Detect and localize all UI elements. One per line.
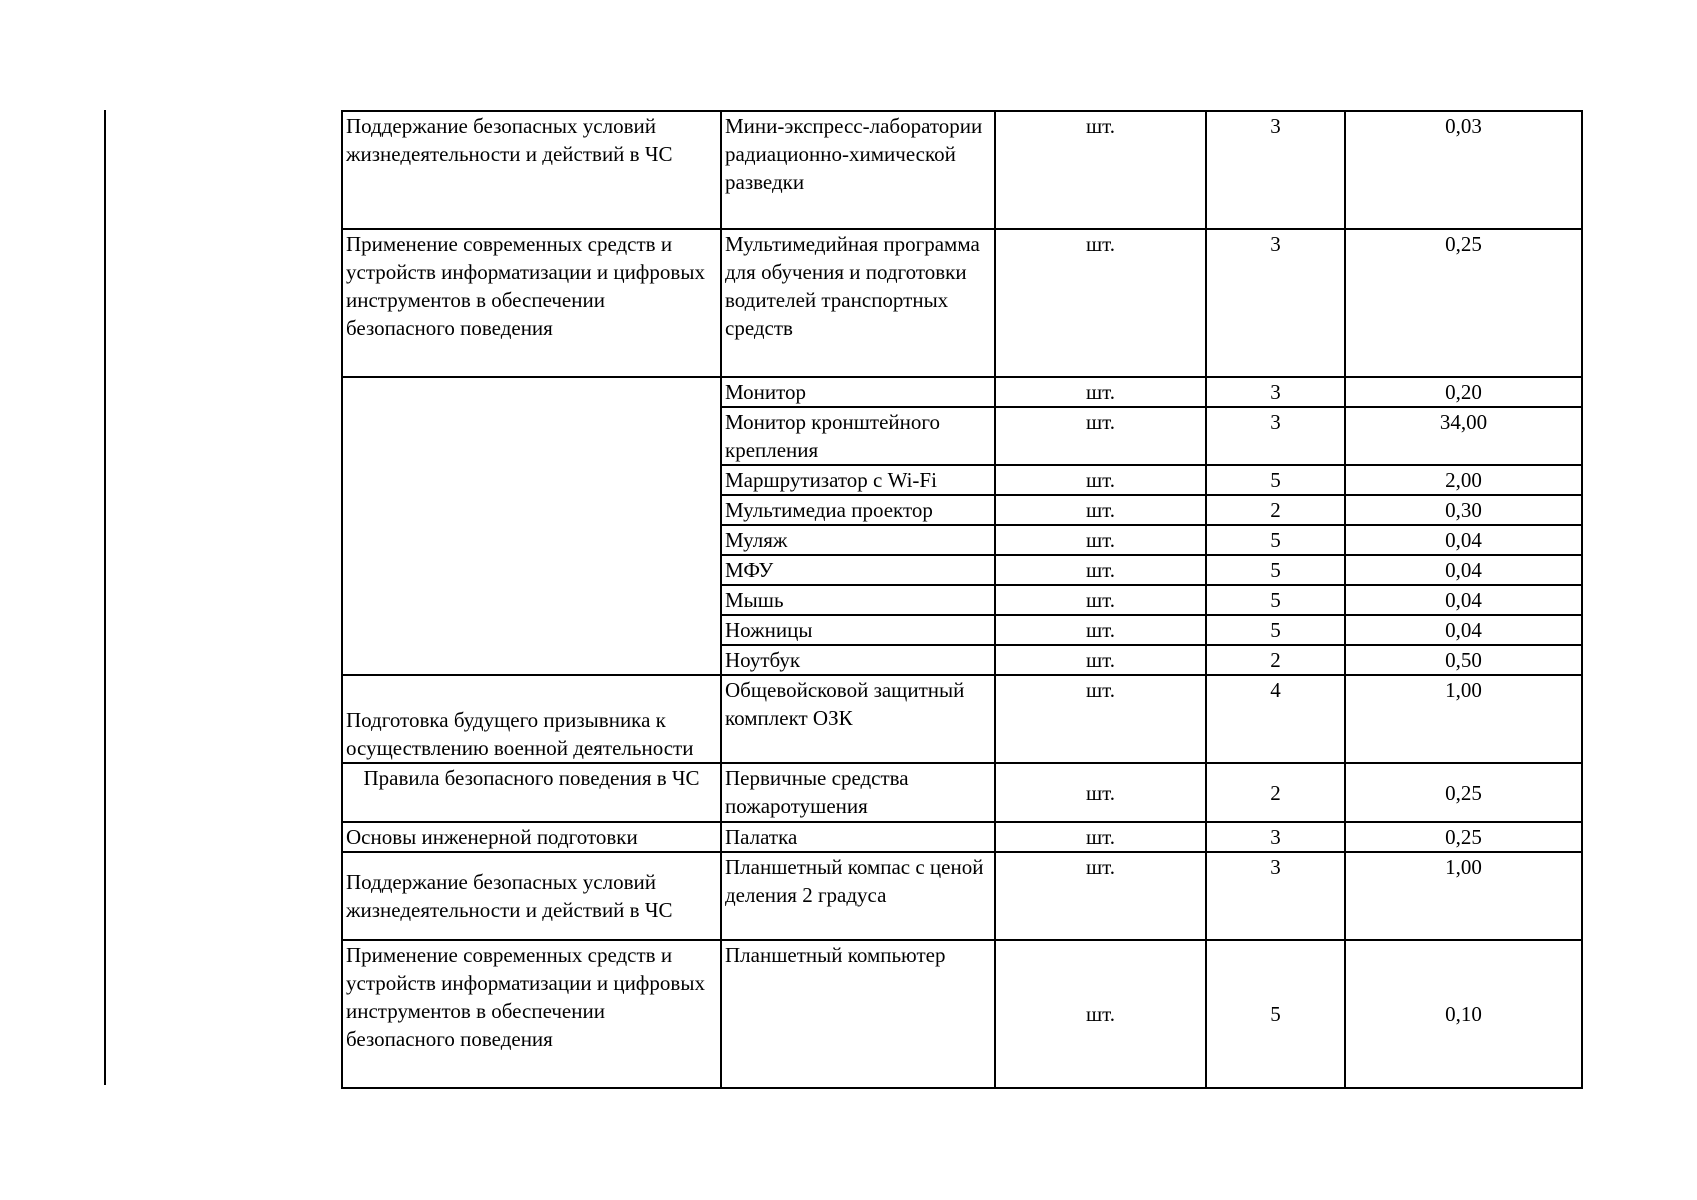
table-row: [342, 763, 1582, 822]
table-row: [342, 675, 1582, 763]
unit-cell: шт.: [995, 852, 1206, 940]
item-cell: Мини-экспресс-лаборатории радиационно-химической разведки: [721, 111, 995, 229]
section-cell: [342, 377, 721, 675]
quantity-cell: 5: [1206, 555, 1345, 585]
item-cell: Ножницы: [721, 615, 995, 645]
quantity-cell: 3: [1206, 229, 1345, 377]
unit-cell: шт.: [995, 111, 1206, 229]
value-cell: 0,20: [1345, 377, 1582, 407]
table-row: [342, 229, 1582, 377]
quantity-cell: 3: [1206, 407, 1345, 465]
quantity-cell: 3: [1206, 852, 1345, 940]
unit-cell: шт.: [995, 525, 1206, 555]
quantity-cell: 5: [1206, 465, 1345, 495]
item-cell: Ноутбук: [721, 645, 995, 675]
unit-cell: шт.: [995, 229, 1206, 377]
quantity-cell: 2: [1206, 763, 1345, 822]
value-cell: 1,00: [1345, 852, 1582, 940]
quantity-cell: 3: [1206, 822, 1345, 852]
unit-cell: шт.: [995, 615, 1206, 645]
value-cell: 2,00: [1345, 465, 1582, 495]
item-cell: Мультимедиа проектор: [721, 495, 995, 525]
section-cell: Поддержание безопасных условий жизнедеятельности и действий в ЧС: [342, 852, 721, 940]
value-cell: 0,10: [1345, 940, 1582, 1088]
unit-cell: шт.: [995, 555, 1206, 585]
value-cell: 0,25: [1345, 763, 1582, 822]
item-cell: Планшетный компьютер: [721, 940, 995, 1088]
table-row: [342, 111, 1582, 229]
left-margin-rule: [104, 110, 106, 1085]
table-row: [342, 852, 1582, 940]
table-row: [342, 377, 1582, 407]
unit-cell: шт.: [995, 675, 1206, 763]
table-row: [342, 940, 1582, 1088]
quantity-cell: 4: [1206, 675, 1345, 763]
unit-cell: шт.: [995, 822, 1206, 852]
unit-cell: шт.: [995, 465, 1206, 495]
value-cell: 0,25: [1345, 822, 1582, 852]
section-cell: Применение современных средств и устройств информатизации и цифровых инструментов в обеспечении безопасного поведения: [342, 229, 721, 377]
table-row: [342, 822, 1582, 852]
item-cell: Планшетный компас с ценой деления 2 градуса: [721, 852, 995, 940]
quantity-cell: 2: [1206, 495, 1345, 525]
section-cell: Правила безопасного поведения в ЧС: [342, 763, 721, 822]
unit-cell: шт.: [995, 585, 1206, 615]
value-cell: 0,04: [1345, 585, 1582, 615]
value-cell: 0,04: [1345, 555, 1582, 585]
item-cell: Монитор кронштейного крепления: [721, 407, 995, 465]
item-cell: МФУ: [721, 555, 995, 585]
quantity-cell: 5: [1206, 585, 1345, 615]
quantity-cell: 3: [1206, 377, 1345, 407]
value-cell: 0,30: [1345, 495, 1582, 525]
section-cell: Применение современных средств и устройств информатизации и цифровых инструментов в обеспечении безопасного поведения: [342, 940, 721, 1088]
item-cell: Палатка: [721, 822, 995, 852]
unit-cell: шт.: [995, 645, 1206, 675]
section-cell: Поддержание безопасных условий жизнедеятельности и действий в ЧС: [342, 111, 721, 229]
quantity-cell: 5: [1206, 615, 1345, 645]
item-cell: Первичные средства пожаротушения: [721, 763, 995, 822]
value-cell: 0,25: [1345, 229, 1582, 377]
value-cell: 0,04: [1345, 525, 1582, 555]
unit-cell: шт.: [995, 377, 1206, 407]
value-cell: 34,00: [1345, 407, 1582, 465]
unit-cell: шт.: [995, 763, 1206, 822]
value-cell: 0,04: [1345, 615, 1582, 645]
item-cell: Муляж: [721, 525, 995, 555]
quantity-cell: 3: [1206, 111, 1345, 229]
value-cell: 1,00: [1345, 675, 1582, 763]
item-cell: Маршрутизатор с Wi-Fi: [721, 465, 995, 495]
section-cell: Подготовка будущего призывника к осуществлению военной деятельности: [342, 675, 721, 763]
quantity-cell: 5: [1206, 940, 1345, 1088]
value-cell: 0,50: [1345, 645, 1582, 675]
unit-cell: шт.: [995, 495, 1206, 525]
item-cell: Общевойсковой защитный комплект ОЗК: [721, 675, 995, 763]
item-cell: Монитор: [721, 377, 995, 407]
quantity-cell: 5: [1206, 525, 1345, 555]
unit-cell: шт.: [995, 940, 1206, 1088]
item-cell: Мышь: [721, 585, 995, 615]
section-cell: Основы инженерной подготовки: [342, 822, 721, 852]
quantity-cell: 2: [1206, 645, 1345, 675]
value-cell: 0,03: [1345, 111, 1582, 229]
equipment-table: [341, 110, 1583, 1089]
item-cell: Мультимедийная программа для обучения и подготовки водителей транспортных средств: [721, 229, 995, 377]
unit-cell: шт.: [995, 407, 1206, 465]
